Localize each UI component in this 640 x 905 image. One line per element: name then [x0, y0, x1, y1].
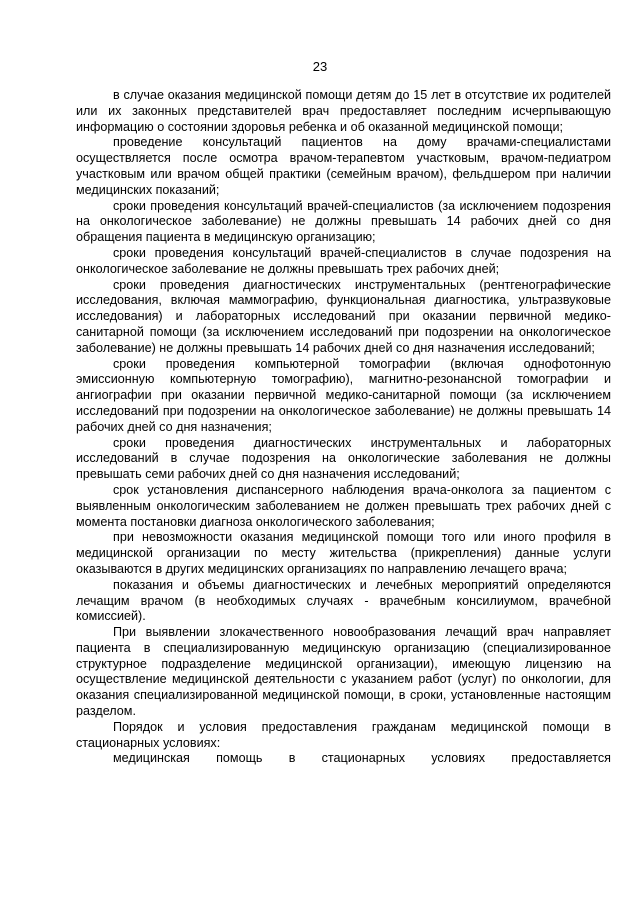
page-number: 23: [312, 59, 328, 74]
paragraph: показания и объемы диагностических и лечебных мероприятий определяются лечащим врачом (в необходимых случаях - врачебным консилиумом, врачебной комиссией).: [76, 577, 611, 624]
paragraph: сроки проведения диагностических инструментальных (рентгенографические исследования, включая маммографию, функциональная диагностика, ультразвуковые исследования) и лабораторных исследований при оказании первичной медико-санитарной помощи (за исключением исследований при подозрении на онкологическое заболевание) не должны превышать 14 рабочих дней со дня назначения исследований;: [76, 277, 611, 355]
paragraph: сроки проведения компьютерной томографии (включая однофотонную эмиссионную компьютерную томографию), магнитно-резонансной томографии и ангиографии при оказании первичной медико-санитарной помощи (за исключением исследований при подозрении на онкологическое заболевание) не должны превышать 14 рабочих дней со дня назначения;: [76, 356, 611, 434]
paragraph: сроки проведения консультаций врачей-специалистов (за исключением подозрения на онкологическое заболевание) не должны превышать 14 рабочих дней со дня обращения пациента в медицинскую организацию;: [76, 198, 611, 245]
paragraph: в случае оказания медицинской помощи детям до 15 лет в отсутствие их родителей или их законных представителей врач предоставляет последним исчерпывающую информацию о состоянии здоровья ребенка и об оказанной медицинской помощи;: [76, 88, 611, 134]
paragraph: сроки проведения консультаций врачей-специалистов в случае подозрения на онкологическое заболевание не должны превышать трех рабочих дней;: [76, 245, 611, 276]
paragraph: Порядок и условия предоставления гражданам медицинской помощи в стационарных условиях:: [76, 719, 611, 750]
paragraph: проведение консультаций пациентов на дому врачами-специалистами осуществляется после осмотра врачом-терапевтом участковым, врачом-педиатром участковым или врачом общей практики (семейным врачом), фельдшером при наличии медицинских показаний;: [76, 135, 611, 197]
paragraph: при невозможности оказания медицинской помощи того или иного профиля в медицинской организации по месту жительства (прикрепления) данные услуги оказываются в других медицинских организациях по направлению лечащего врача;: [76, 530, 611, 576]
paragraph: срок установления диспансерного наблюдения врача-онколога за пациентом с выявленным онкологическим заболеванием не должен превышать трех рабочих дней с момента постановки диагноза онкологического заболевания;: [76, 482, 611, 529]
paragraph: сроки проведения диагностических инструментальных и лабораторных исследований в случае подозрения на онкологические заболевания не должны превышать семи рабочих дней со дня назначения исследований;: [76, 435, 611, 482]
paragraph: медицинская помощь в стационарных условиях предоставляется: [113, 751, 611, 766]
paragraph: При выявлении злокачественного новообразования лечащий врач направляет пациента в специализированную медицинскую организацию (специализированное структурное подразделение медицинской организации), имеющую лицензию на осуществление медицинской деятельности с указанием работ (услуг) по онкологии, для оказания специализированной медицинской помощи, в сроки, установленные настоящим разделом.: [76, 625, 611, 719]
document-body: [76, 88, 611, 767]
